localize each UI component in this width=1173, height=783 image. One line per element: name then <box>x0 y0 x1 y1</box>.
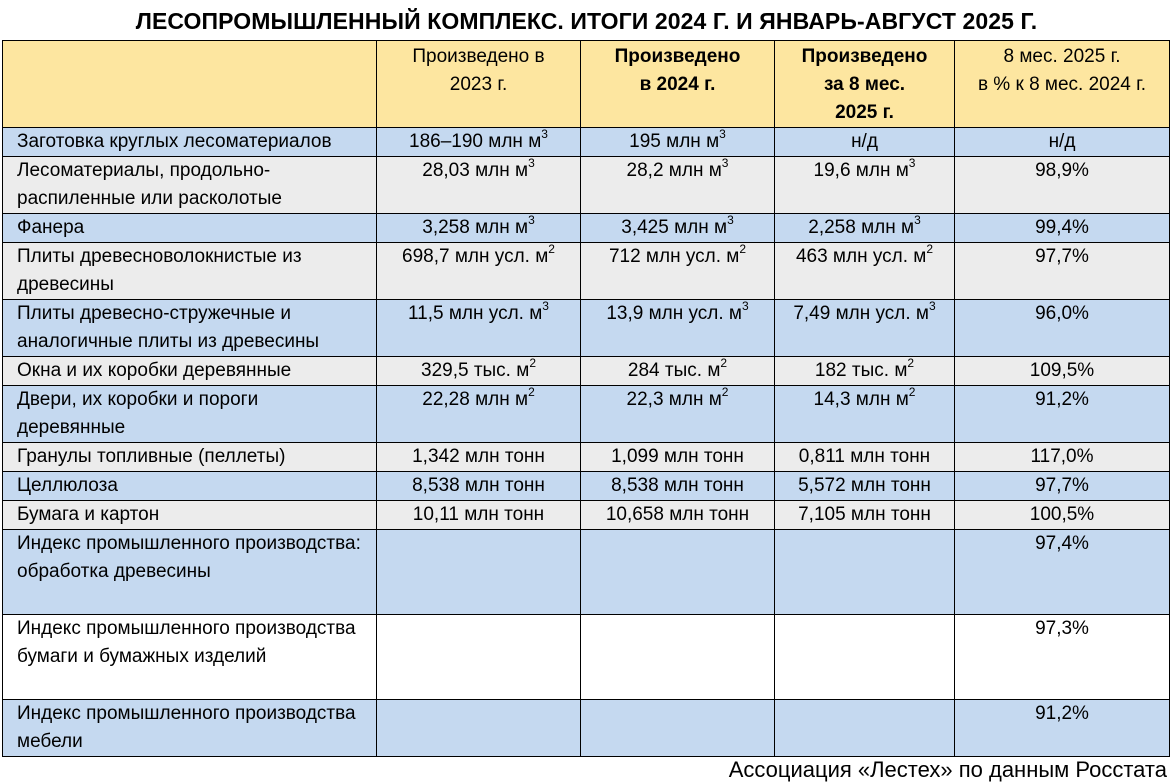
unit-exponent: 2 <box>739 242 747 256</box>
header-line: 2025 г. <box>835 102 894 123</box>
value-2024 <box>581 700 775 757</box>
header-line: в % к 8 мес. 2024 г. <box>977 74 1147 95</box>
value-2024 <box>581 300 775 357</box>
value-8m-2025 <box>775 243 955 300</box>
item-name <box>3 530 377 615</box>
cell-text: 14,3 млн м <box>813 389 909 410</box>
value-8m-2025 <box>775 530 955 615</box>
unit-exponent: 3 <box>721 156 729 170</box>
cell-text: 182 тыс. м <box>814 360 908 381</box>
cell-text: Индекс промышленного производства мебели <box>17 703 356 752</box>
cell-text: Индекс промышленного производства бумаги и бумажных изделий <box>17 618 356 667</box>
value-2024 <box>581 472 775 501</box>
item-name <box>3 386 377 443</box>
cell-text: 329,5 тыс. м <box>421 360 530 381</box>
production-table <box>2 40 1170 757</box>
value-8m-2025 <box>775 300 955 357</box>
percent-change <box>955 615 1170 700</box>
cell-text: 22,28 млн м <box>422 389 529 410</box>
cell-text: 97,4% <box>1035 533 1089 554</box>
percent-change <box>955 157 1170 214</box>
value-8m-2025 <box>775 157 955 214</box>
item-name <box>3 300 377 357</box>
header-percent-change <box>955 41 1170 128</box>
value-2024 <box>581 243 775 300</box>
cell-text: Целлюлоза <box>17 475 118 496</box>
unit-exponent: 3 <box>928 299 936 313</box>
table-body <box>3 128 1170 757</box>
value-2023 <box>377 214 581 243</box>
cell-text: 96,0% <box>1035 303 1089 324</box>
percent-change <box>955 300 1170 357</box>
percent-change <box>955 357 1170 386</box>
percent-change <box>955 501 1170 530</box>
table-row <box>3 443 1170 472</box>
header-line: Произведено в <box>412 46 545 67</box>
value-2023 <box>377 386 581 443</box>
unit-exponent: 2 <box>908 385 916 399</box>
table-row <box>3 157 1170 214</box>
percent-change <box>955 530 1170 615</box>
cell-text: Фанера <box>17 217 85 238</box>
item-name <box>3 615 377 700</box>
cell-text: 3,425 млн м <box>621 217 728 238</box>
value-2024 <box>581 157 775 214</box>
cell-text: Плиты древесноволокнистые из древесины <box>17 246 302 295</box>
item-name <box>3 443 377 472</box>
cell-text: 1,099 млн тонн <box>611 446 744 467</box>
cell-text: 698,7 млн усл. м <box>402 246 549 267</box>
table-row <box>3 530 1170 615</box>
table-row <box>3 243 1170 300</box>
cell-text: н/д <box>851 131 878 152</box>
item-name <box>3 357 377 386</box>
unit-exponent: 3 <box>719 127 726 141</box>
cell-text: 10,658 млн тонн <box>605 504 750 525</box>
cell-text: 109,5% <box>1029 360 1095 381</box>
cell-text: 186–190 млн м <box>409 131 542 152</box>
header-produced-2024 <box>581 41 775 128</box>
cell-text: 97,7% <box>1035 246 1089 267</box>
header-line: в 2024 г. <box>639 74 716 95</box>
cell-text: Индекс промышленного производства: обработка древесины <box>17 533 361 582</box>
value-2023 <box>377 357 581 386</box>
value-2023 <box>377 443 581 472</box>
cell-text: 10,11 млн тонн <box>412 504 545 525</box>
page-title: ЛЕСОПРОМЫШЛЕННЫЙ КОМПЛЕКС. ИТОГИ 2024 Г. И ЯНВАРЬ-АВГУСТ 2025 Г. <box>135 8 1038 34</box>
cell-text: 98,9% <box>1035 160 1089 181</box>
item-name <box>3 128 377 157</box>
table-row <box>3 128 1170 157</box>
source-credit: Ассоциация «Лестех» по данным Росстата <box>728 757 1167 782</box>
unit-exponent: 3 <box>542 299 549 313</box>
cell-text: 28,03 млн м <box>422 160 529 181</box>
unit-exponent: 2 <box>926 242 934 256</box>
header-item <box>3 41 377 128</box>
value-2023 <box>377 157 581 214</box>
table-header-row <box>3 41 1170 128</box>
value-2023 <box>377 300 581 357</box>
cell-text: Двери, их коробки и пороги деревянные <box>17 389 259 438</box>
cell-text: 28,2 млн м <box>626 160 722 181</box>
cell-text: Гранулы топливные (пеллеты) <box>17 446 286 467</box>
cell-text: 99,4% <box>1035 217 1089 238</box>
value-2023 <box>377 472 581 501</box>
header-line: за 8 мес. <box>823 74 906 95</box>
cell-text: 91,2% <box>1035 703 1089 724</box>
percent-change <box>955 700 1170 757</box>
cell-text: 5,572 млн тонн <box>798 475 931 496</box>
value-2023 <box>377 530 581 615</box>
value-2023 <box>377 243 581 300</box>
header-line: 8 мес. 2025 г. <box>1003 46 1121 67</box>
value-2024 <box>581 128 775 157</box>
value-2024 <box>581 443 775 472</box>
cell-text: 3,258 млн м <box>422 217 529 238</box>
cell-text: 8,538 млн тонн <box>412 475 545 496</box>
header-produced-2023 <box>377 41 581 128</box>
cell-text: Заготовка круглых лесоматериалов <box>17 131 332 152</box>
cell-text: 97,7% <box>1035 475 1089 496</box>
value-2024 <box>581 386 775 443</box>
table-row <box>3 615 1170 700</box>
cell-text: 117,0% <box>1030 446 1094 467</box>
table-row <box>3 214 1170 243</box>
item-name <box>3 700 377 757</box>
unit-exponent: 3 <box>528 213 535 227</box>
value-2023 <box>377 501 581 530</box>
value-8m-2025 <box>775 386 955 443</box>
percent-change <box>955 386 1170 443</box>
cell-text: 1,342 млн тонн <box>412 446 545 467</box>
cell-text: 8,538 млн тонн <box>611 475 744 496</box>
unit-exponent: 2 <box>529 356 536 370</box>
table-row <box>3 501 1170 530</box>
item-name <box>3 214 377 243</box>
unit-exponent: 3 <box>541 127 548 141</box>
header-produced-8m-2025 <box>775 41 955 128</box>
header-line: Произведено <box>801 46 928 67</box>
percent-change <box>955 472 1170 501</box>
percent-change <box>955 214 1170 243</box>
value-8m-2025 <box>775 128 955 157</box>
table-row <box>3 357 1170 386</box>
value-8m-2025 <box>775 472 955 501</box>
header-line: 2023 г. <box>449 74 508 95</box>
unit-exponent: 2 <box>721 385 729 399</box>
cell-text: 100,5% <box>1029 504 1095 525</box>
cell-text: Плиты древесно-стружечные и аналогичные плиты из древесины <box>17 303 320 352</box>
cell-text: Окна и их коробки деревянные <box>17 360 292 381</box>
value-2023 <box>377 700 581 757</box>
cell-text: 195 млн м <box>629 131 720 152</box>
value-2024 <box>581 357 775 386</box>
cell-text: 11,5 млн усл. м <box>408 303 543 324</box>
cell-text: 2,258 млн м <box>808 217 915 238</box>
cell-text: 284 тыс. м <box>627 360 721 381</box>
value-2024 <box>581 214 775 243</box>
cell-text: Лесоматериалы, продольно-распиленные или расколотые <box>17 160 282 209</box>
value-8m-2025 <box>775 615 955 700</box>
cell-text: Бумага и картон <box>17 504 160 525</box>
unit-exponent: 2 <box>907 356 915 370</box>
value-8m-2025 <box>775 357 955 386</box>
cell-text: 91,2% <box>1035 389 1089 410</box>
cell-text: 712 млн усл. м <box>608 246 740 267</box>
item-name <box>3 472 377 501</box>
percent-change <box>955 243 1170 300</box>
cell-text: 22,3 млн м <box>626 389 722 410</box>
table-row <box>3 700 1170 757</box>
cell-text: 7,49 млн усл. м <box>793 303 929 324</box>
cell-text: 463 млн усл. м <box>795 246 927 267</box>
item-name <box>3 157 377 214</box>
unit-exponent: 3 <box>914 213 921 227</box>
value-2024 <box>581 501 775 530</box>
value-8m-2025 <box>775 501 955 530</box>
table-row <box>3 386 1170 443</box>
value-8m-2025 <box>775 214 955 243</box>
item-name <box>3 243 377 300</box>
unit-exponent: 3 <box>528 156 535 170</box>
unit-exponent: 2 <box>548 242 555 256</box>
unit-exponent: 3 <box>908 156 916 170</box>
percent-change <box>955 443 1170 472</box>
table-row <box>3 300 1170 357</box>
cell-text: 19,6 млн м <box>813 160 909 181</box>
unit-exponent: 3 <box>727 213 734 227</box>
value-2024 <box>581 615 775 700</box>
cell-text: 0,811 млн тонн <box>798 446 931 467</box>
item-name <box>3 501 377 530</box>
value-2023 <box>377 615 581 700</box>
percent-change <box>955 128 1170 157</box>
cell-text: 7,105 млн тонн <box>798 504 931 525</box>
value-2023 <box>377 128 581 157</box>
cell-text: 13,9 млн усл. м <box>606 303 742 324</box>
unit-exponent: 3 <box>741 299 749 313</box>
cell-text: 97,3% <box>1035 618 1089 639</box>
unit-exponent: 2 <box>528 385 535 399</box>
value-8m-2025 <box>775 443 955 472</box>
table-row <box>3 472 1170 501</box>
cell-text: н/д <box>1048 131 1076 152</box>
value-2024 <box>581 530 775 615</box>
unit-exponent: 2 <box>720 356 728 370</box>
header-line: Произведено <box>614 46 741 67</box>
value-8m-2025 <box>775 700 955 757</box>
